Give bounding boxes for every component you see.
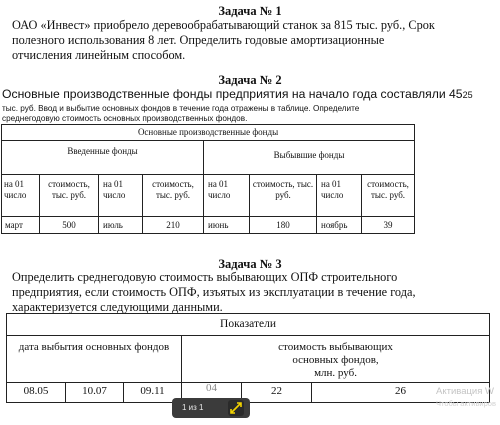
task3-line: предприятия, если стоимость ОПФ, изъятых из эксплуатации в течение года, [12,285,416,299]
page-indicator: 1 из 1 [182,403,204,412]
table-cell: 39 [362,217,415,234]
col-value-header: стоимость, тыс. руб. [250,175,317,217]
table-cell: 26 [312,383,490,403]
task1-line: полезного использования 8 лет. Определить годовые амортизационные [12,33,385,47]
task1-line: отчисления линейным способом. [12,48,186,62]
task2-table-header: Основные производственные фонды [2,125,415,141]
task1-line: ОАО «Инвест» приобрело деревообрабатывающий станок за 815 тыс. руб., Срок [12,18,435,32]
task3-col-dates: дата выбытия основных фондов [7,336,182,383]
task3-table-header: Показатели [7,314,490,336]
task2-line2-b: среднегодовую стоимость основных производственных фондов. [2,114,248,123]
table-cell: 500 [40,217,99,234]
task2-title: Задача № 2 [218,73,282,87]
task2-line1 [2,87,497,101]
task1-title: Задача № 1 [218,4,282,18]
table-cell: 04 [182,383,242,403]
col-date-header: на 01 число [99,175,143,217]
task2-table [1,124,415,234]
table-cell: 08.05 [7,383,66,403]
table-cell: 09.11 [124,383,182,403]
task2-group-in: Введенные фонды [2,141,204,175]
expand-button[interactable] [228,400,244,416]
task1-text [12,18,482,63]
task2-line1-small: 25 [462,90,473,100]
task3-title: Задача № 3 [218,257,282,271]
table-cell: 10.07 [66,383,124,403]
page-indicator-bar [172,398,250,418]
table-cell: июль [99,217,143,234]
table-cell: 180 [250,217,317,234]
expand-arrows-icon [228,400,244,416]
task3-col-value-line: основных фондов, [292,354,379,366]
task2-line2 [2,104,472,124]
task3-col-value [182,336,490,383]
table-cell: март [2,217,40,234]
col-date-header: на 01 число [2,175,40,217]
col-value-header: стоимость, тыс. руб. [362,175,415,217]
col-date-header: на 01 число [204,175,250,217]
activation-watermark-subtitle: Чтобы активиров [436,399,496,408]
task3-col-value-line: стоимость выбывающих [278,341,393,353]
table-cell: ноябрь [317,217,362,234]
table-cell: 22 [242,383,312,403]
task2-line1-main: Основные производственные фонды предприятия на начало года составляли 45 [2,87,463,101]
col-value-header: стоимость, тыс. руб. [143,175,204,217]
task2-line2-a: тыс. руб. Ввод и выбытие основных фондов в течение года отражены в таблице. Определите [2,104,360,113]
col-value-header: стоимость, тыс. руб. [40,175,99,217]
task3-line: характеризуется следующими данными. [12,300,223,314]
col-date-header: на 01 число [317,175,362,217]
task3-col-value-line: млн. руб. [314,367,357,379]
task3-line: Определить среднегодовую стоимость выбывающих ОПФ строительного [12,270,398,284]
activation-watermark-title: Активация W [436,386,494,397]
task3-table [6,313,490,403]
task3-text [12,270,488,315]
table-cell: июнь [204,217,250,234]
task2-group-out: Выбывшие фонды [204,141,415,175]
table-cell: 210 [143,217,204,234]
